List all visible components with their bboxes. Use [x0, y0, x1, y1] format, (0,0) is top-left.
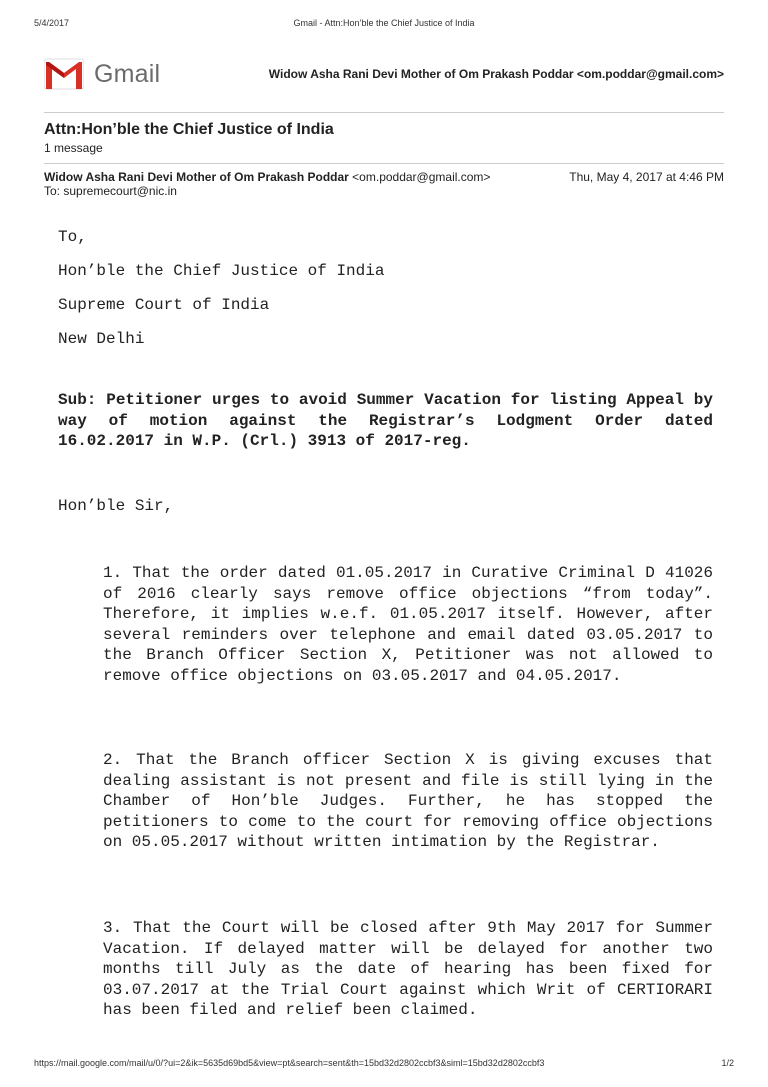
salutation: Hon’ble Sir, [58, 497, 174, 515]
message-recipient: To: supremecourt@nic.in [44, 184, 177, 198]
paragraph-3: 3. That the Court will be closed after 9th May 2017 for Summer Vacation. If delayed matter will be delayed for another two months till July as the date of hearing has been fixed for 03.07.2017 at the Trial Court against which Writ of CERTIORARI has been filed and relief been claimed. [103, 919, 713, 1019]
print-date: 5/4/2017 [34, 18, 70, 28]
gmail-logo-text: Gmail [94, 60, 161, 88]
gmail-logo [44, 58, 174, 92]
message-count: 1 message [44, 141, 103, 155]
subject-divider [44, 163, 724, 164]
letter-subject: Sub: Petitioner urges to avoid Summer Vacation for listing Appeal by way of motion against the Registrar’s Lodgment Order dated 16.02.2017 in W.P. (Crl.) 3913 of 2017-reg. [58, 391, 713, 450]
address-line: New Delhi [58, 330, 145, 348]
sender-email: <om.poddar@gmail.com> [348, 170, 491, 184]
sender-name: Widow Asha Rani Devi Mother of Om Prakash Poddar [44, 170, 349, 184]
account-identity: Widow Asha Rani Devi Mother of Om Prakash Poddar <om.poddar@gmail.com> [268, 67, 724, 81]
print-footer [34, 1058, 734, 1070]
gmail-envelope-icon [44, 58, 84, 90]
print-title: Gmail - Attn:Hon’ble the Chief Justice of India [293, 18, 475, 28]
message-sender [44, 170, 490, 184]
address-line: Hon’ble the Chief Justice of India [58, 262, 385, 280]
print-url: https://mail.google.com/mail/u/0/?ui=2&ik=5635d69bd5&view=pt&search=sent&th=15bd32d2802ccbf3&siml=15bd32d2802ccbf3 [34, 1058, 545, 1068]
message-date: Thu, May 4, 2017 at 4:46 PM [569, 170, 724, 184]
page-number: 1/2 [721, 1058, 734, 1068]
address-line: Supreme Court of India [58, 296, 270, 314]
print-header [34, 18, 734, 30]
address-block [58, 220, 713, 356]
paragraph-1: 1. That the order dated 01.05.2017 in Curative Criminal D 41026 of 2016 clearly says remove office objections “from today”. Therefore, it implies w.e.f. 01.05.2017 itself. However, after several reminders over telephone and email dated 03.05.2017 to the Branch Officer Section X, Petitioner was not allowed to remove office objections on 03.05.2017 and 04.05.2017. [103, 564, 713, 685]
thread-subject: Attn:Hon’ble the Chief Justice of India [44, 121, 334, 138]
header-divider [44, 112, 724, 113]
paragraph-2: 2. That the Branch officer Section X is giving excuses that dealing assistant is not present and file is still lying in the Chamber of Hon’ble Judges. Further, he has stopped the petitioners to come to the court for removing office objections on 05.05.2017 without written intimation by the Registrar. [103, 751, 713, 851]
address-line: To, [58, 228, 87, 246]
